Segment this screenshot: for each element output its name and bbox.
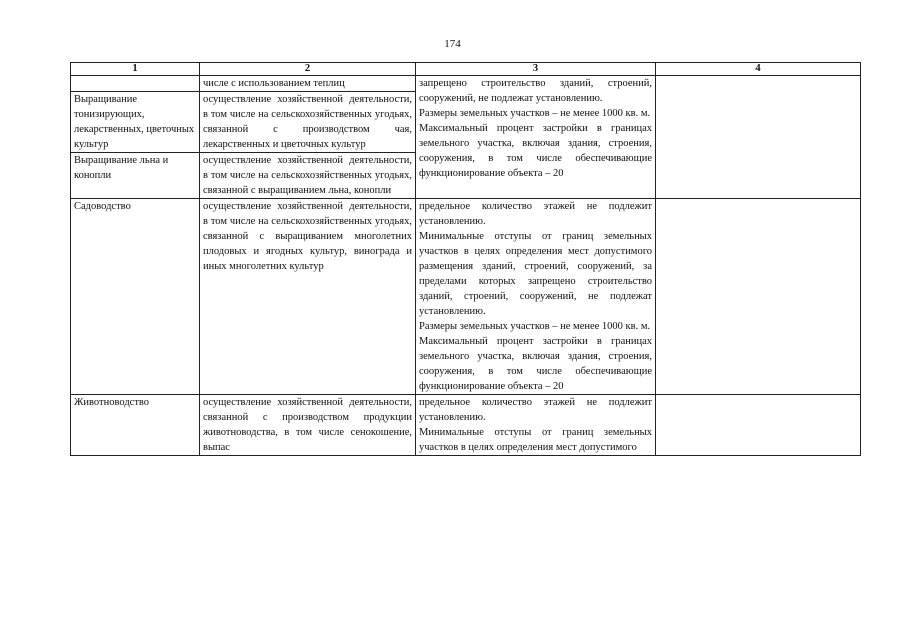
use-type-cell: [71, 92, 200, 153]
description-text: осуществление хозяйственной деятельности, связанной с производством продукции животноводства, в том числе сенокошение, выпас: [203, 397, 412, 453]
description-cell: [200, 153, 416, 199]
use-type-cell: [71, 76, 200, 92]
parameter-text: Размеры земельных участков – не менее 1000 кв. м.: [419, 321, 651, 332]
parameters-cell: [416, 76, 656, 199]
page-number: 174: [444, 38, 461, 50]
table-row: [71, 76, 861, 92]
parameters-cell: [416, 199, 656, 395]
use-type-text: Выращивание льна и конопли: [74, 155, 169, 181]
parameter-text: запрещено строительство зданий, строений, сооружений, не подлежат установлению.: [419, 78, 652, 104]
notes-cell: [656, 199, 861, 395]
column-header-1: 1: [71, 63, 200, 76]
parameter-text: Размеры земельных участков – не менее 1000 кв. м.: [419, 108, 651, 119]
use-type-cell: [71, 199, 200, 395]
column-header-3: 3: [416, 63, 656, 76]
use-type-text: Выращивание тонизирующих, лекарственных, цветочных культур: [74, 94, 195, 150]
regulations-table: [70, 62, 861, 456]
description-text: осуществление хозяйственной деятельности, в том числе на сельскохозяйственных угодьях, связанной с выращиванием многолетних плодовых и ягодных культур, винограда и иных многолетних культур: [203, 201, 412, 272]
use-type-cell: [71, 395, 200, 456]
description-text: числе с использованием теплиц: [203, 78, 345, 89]
parameter-text: Минимальные отступы от границ земельных участков в целях определения мест допустимого размещения зданий, строений, сооружений, за пределами которых запрещено строительство зданий, строений, сооружений, не подлежат установлению.: [419, 231, 652, 317]
parameter-text: Максимальный процент застройки в границах земельного участка, включая здания, строения, сооружения, в том числе обеспечивающие функционирование объекта – 20: [419, 123, 652, 179]
description-cell: [200, 76, 416, 92]
table-row: [71, 395, 861, 456]
notes-cell: [656, 395, 861, 456]
parameter-text: предельное количество этажей не подлежит установлению.: [419, 397, 652, 423]
use-type-text: Животноводство: [74, 397, 150, 408]
description-text: осуществление хозяйственной деятельности, в том числе на сельскохозяйственных угодьях, связанной с выращиванием льна, конопли: [203, 155, 412, 196]
column-header-2: 2: [200, 63, 416, 76]
column-header-4: 4: [656, 63, 861, 76]
use-type-cell: [71, 153, 200, 199]
parameters-cell: [416, 395, 656, 456]
parameter-text: предельное количество этажей не подлежит установлению.: [419, 201, 652, 227]
table-row: [71, 199, 861, 395]
description-cell: [200, 199, 416, 395]
description-cell: [200, 92, 416, 153]
parameter-text: Максимальный процент застройки в границах земельного участка, включая здания, строения, сооружения, в том числе обеспечивающие функционирование объекта – 20: [419, 336, 652, 392]
parameter-text: Минимальные отступы от границ земельных участков в целях определения мест допустимого: [419, 427, 652, 453]
description-cell: [200, 395, 416, 456]
table-header-row: [71, 63, 861, 76]
notes-cell: [656, 76, 861, 199]
use-type-text: Садоводство: [74, 201, 131, 212]
description-text: осуществление хозяйственной деятельности, в том числе на сельскохозяйственных угодьях, связанной с производством чая, лекарственных и цветочных культур: [203, 94, 412, 150]
